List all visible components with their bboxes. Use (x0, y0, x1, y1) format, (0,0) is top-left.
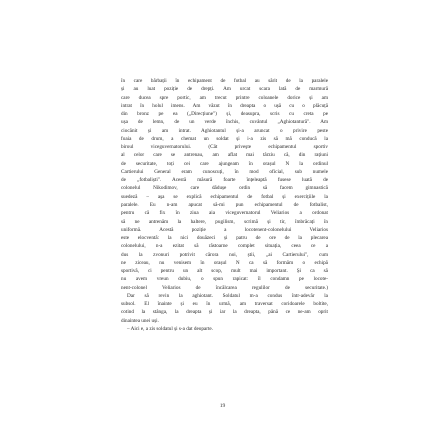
text-line: din bronz pe ea („Direcțiune") și, deasupra, scris cu creta pe (121, 111, 328, 118)
text-line: să ne antrenăm la haltere, pugilism, scrimă și tir, îmbrăcați în (121, 218, 328, 225)
page-number: 19 (219, 403, 226, 409)
text-line: colonelul Nikodimov, care dădușe ordin să facem gimnastică (121, 185, 328, 192)
text-line: este elocventă: la nici douăzeci și patru de ore de la plecarea (121, 235, 328, 242)
text-line: biroul viceguvernatorului. (Cât priveşte echipamentul sportiv (121, 144, 328, 151)
text-line: care ducea spre portic, am trecut printre coloanele dorice și am (121, 94, 328, 101)
text-line: de „fotbaliști". Acestă măsură foarte înțeleaptă fusese luată de (121, 177, 328, 184)
text-line: dinaintea unei uși. (121, 317, 159, 324)
text-line: ciocănit și am intrat. Aghiotantul și-a aruncat o privire peste (121, 127, 328, 134)
text-line: sportivă, ci pentru un alt scop, mult mai important. Și ca să (121, 268, 328, 275)
text-line: paralele. Eu n-am apucat să-mi pun echipamentul de fotbalist, (121, 201, 328, 208)
text-line: nu avem vreun dubiu, o spun rapicat: îl condamn pe locote- (121, 276, 328, 283)
body-text (121, 77, 328, 333)
text-line: ușa de lemn, de un verde închis, cuvântul „Aghiotantură". Am (121, 119, 328, 126)
text-line: uniformă. Acestă poziție a locotenent-colonelului Veliarios (121, 226, 328, 233)
text-line: – Aici e, a zis soldatul și s-a dat deoparte. (127, 325, 214, 332)
text-line: Cartierului General eram cunoscuți, în mod oficial, sub numele (121, 168, 328, 175)
text-line: în care bărbații în echipament de fotbal au sărit de la paralele (121, 78, 328, 84)
text-line: și au luat poziție de drepți. Am urcat scara lată de marmură (121, 86, 328, 93)
text-line: dus la zvonuri potrivit cărora noi, știi, „ai Cartierului", cum (121, 251, 328, 258)
text-line: suedeză – aşa se explică echipamentul de fotbal și exercițiile la (121, 193, 328, 200)
text-line: pentru că fix în ziua aia viceguvernatorul Veliarios a ordonat (121, 210, 328, 217)
text-line: intrat în holul imens. Am văzut în dreapta o ușă cu o plăcuță (121, 102, 328, 109)
text-line: colonelului, n-a ezitat să răstoarne complet situația, ceea ce a (121, 243, 328, 250)
text-line: Dar să revin la aghiotant. Soldatul m-a condus într-adevăr la (127, 292, 328, 299)
text-line: nent-colonel Veliarios de încălcarea regulilor de securitate.) (121, 284, 328, 291)
text-line: ne ziceau, nu venisem în orașul N ca să formăm o echipă (121, 259, 328, 266)
text-line: cotind la stânga, la dreapta și iar la dreapta, până ce ne-am oprit (121, 309, 328, 316)
text-line: de securitate, toți cei care ajungeam în orașul N la ordinul (121, 160, 328, 167)
text-line: foaia de drum, a chemat un soldat și i-a zis să mă conducă la (121, 135, 328, 142)
text-line: al celor care se antrenau, am aflat mai târziu că, din rațiuni (121, 152, 328, 159)
text-line: subsol. El înainte și eu în urmă, am traversat coridoarele boltite, (121, 301, 328, 308)
